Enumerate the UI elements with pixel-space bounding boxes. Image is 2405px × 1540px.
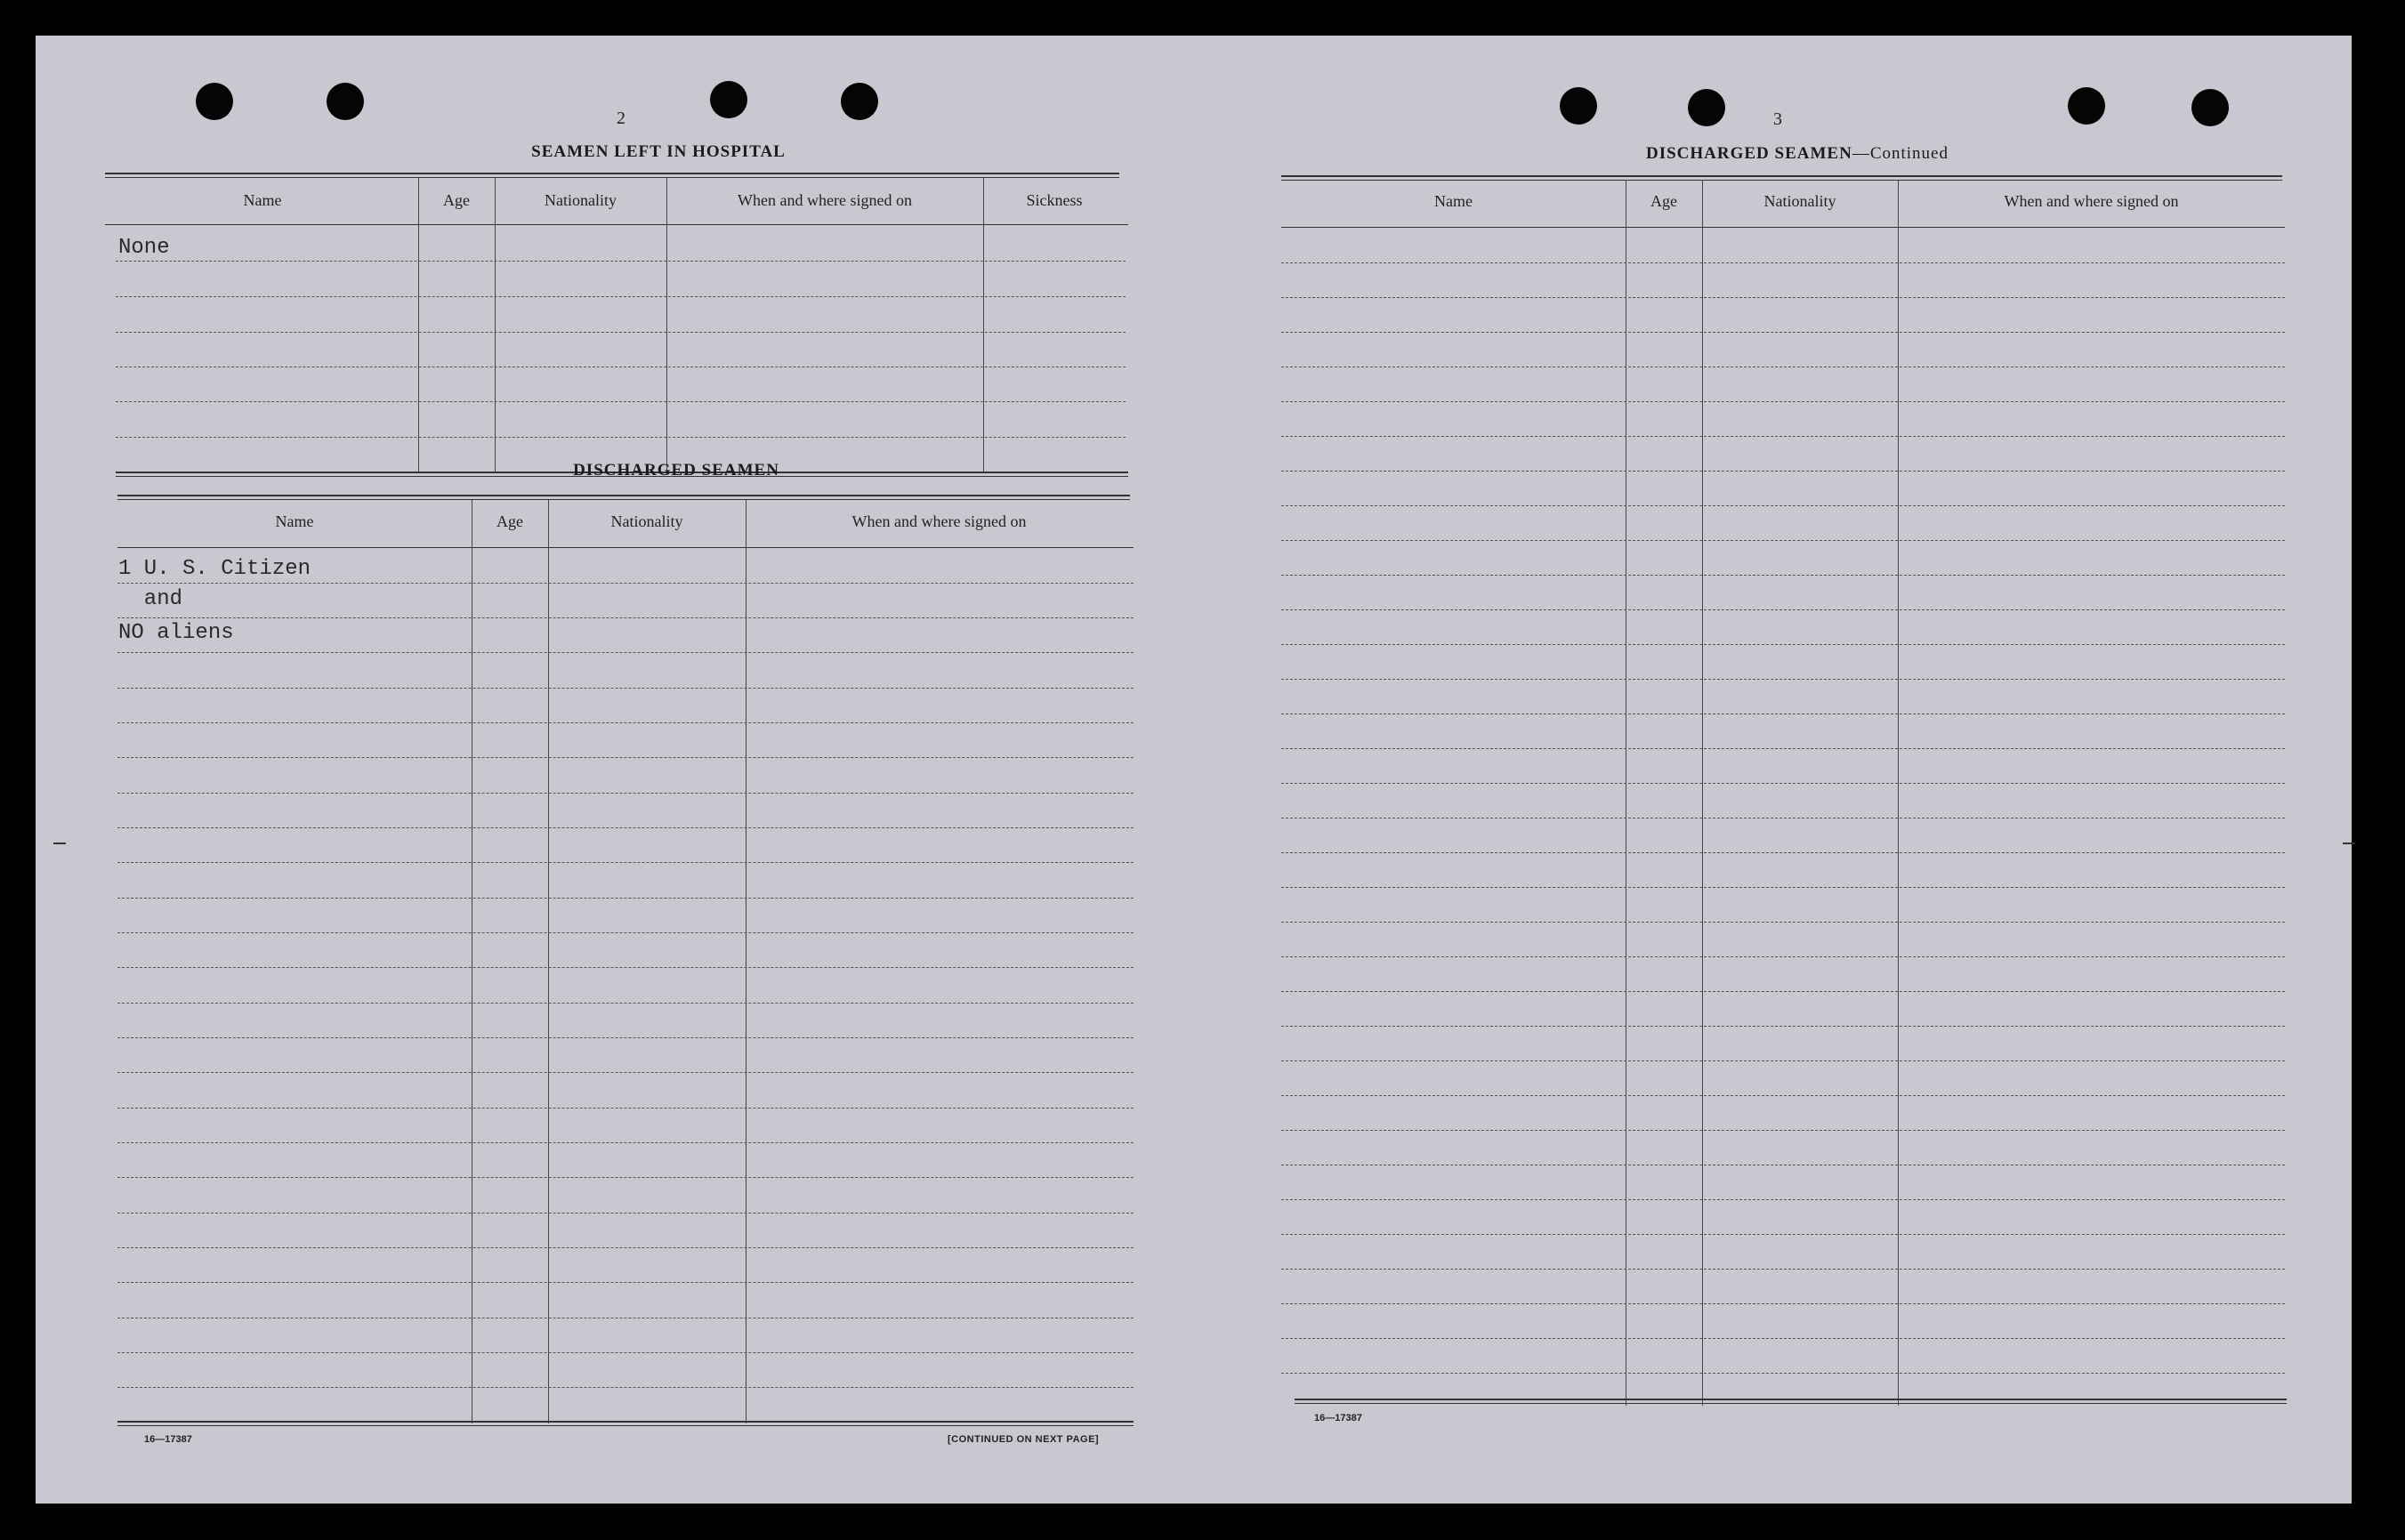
- entry-line: [1281, 783, 2285, 784]
- entry-line: [1281, 922, 2285, 923]
- page-number-right: 3: [1773, 109, 1783, 129]
- discharged-continued-title: [1495, 144, 2100, 164]
- punch-hole: [1688, 89, 1725, 126]
- entry-line: [116, 332, 1126, 333]
- entry-line: [117, 583, 1134, 584]
- entry-line: [117, 898, 1134, 899]
- continued-suffix: —Continued: [1852, 144, 1949, 163]
- punch-hole: [2191, 89, 2229, 126]
- hospital-section-title: SEAMEN LEFT IN HOSPITAL: [531, 142, 786, 161]
- entry-line: [117, 1247, 1134, 1248]
- column-header-name: Name: [1434, 192, 1473, 210]
- discharged-section-title: DISCHARGED SEAMEN: [573, 461, 779, 480]
- column-divider: [495, 178, 496, 472]
- entry-line: [117, 1177, 1134, 1178]
- discharged-entry: NO aliens: [118, 621, 234, 645]
- entry-line: [1281, 748, 2285, 749]
- entry-line: [1281, 436, 2285, 437]
- column-divider: [548, 500, 549, 1423]
- entry-line: [117, 757, 1134, 758]
- column-header-signed-on: When and where signed on: [851, 512, 1027, 530]
- entry-line: [1281, 401, 2285, 402]
- table-bottom-rule: [1295, 1399, 2287, 1400]
- entry-line: [1281, 956, 2285, 957]
- entry-line: [1281, 991, 2285, 992]
- table-bottom-rule: [117, 1421, 1134, 1423]
- entry-line: [1281, 887, 2285, 888]
- entry-line: [1281, 297, 2285, 298]
- entry-line: [1281, 575, 2285, 576]
- column-header-nationality: Nationality: [1763, 192, 1836, 210]
- entry-line: [117, 1282, 1134, 1283]
- entry-line: [117, 827, 1134, 828]
- column-header-name: Name: [275, 512, 314, 530]
- entry-line: [117, 1387, 1134, 1388]
- entry-line: [117, 617, 1134, 618]
- form-code: 16—17387: [1314, 1413, 1362, 1423]
- discharged-continued-title-main: DISCHARGED SEAMEN: [1645, 144, 1852, 163]
- column-header-signed-on: When and where signed on: [738, 191, 912, 209]
- entry-line: [117, 967, 1134, 968]
- fold-mark: [2343, 843, 2355, 844]
- entry-line: [1281, 644, 2285, 645]
- entry-line: [116, 296, 1126, 297]
- entry-line: [116, 401, 1126, 402]
- punch-hole: [1560, 87, 1597, 125]
- entry-line: [117, 1108, 1134, 1109]
- fold-mark: [53, 843, 66, 844]
- header-rule: [105, 224, 1128, 225]
- form-code: 16—17387: [144, 1434, 192, 1445]
- entry-line: [117, 1003, 1134, 1004]
- entry-line: [117, 793, 1134, 794]
- column-header-nationality: Nationality: [610, 512, 683, 530]
- column-header-name: Name: [243, 191, 282, 209]
- column-divider: [746, 500, 747, 1423]
- entry-line: [117, 932, 1134, 933]
- column-divider: [666, 178, 667, 472]
- column-header-age: Age: [443, 191, 470, 209]
- entry-line: [1281, 1026, 2285, 1027]
- column-divider: [983, 178, 984, 472]
- entry-line: [1281, 1338, 2285, 1339]
- discharged-entry: and: [118, 587, 183, 611]
- entry-line: [117, 688, 1134, 689]
- entry-line: [1281, 679, 2285, 680]
- table-top-rule: [117, 495, 1130, 496]
- column-divider: [1702, 180, 1703, 1406]
- entry-line: [1281, 1130, 2285, 1131]
- column-header-nationality: Nationality: [545, 191, 617, 209]
- entry-line: [116, 437, 1126, 438]
- punch-hole: [327, 83, 364, 120]
- entry-line: [1281, 852, 2285, 853]
- punch-hole: [196, 83, 233, 120]
- entry-line: [1281, 332, 2285, 333]
- entry-line: [117, 1142, 1134, 1143]
- entry-line: [1281, 1269, 2285, 1270]
- entry-line: [116, 261, 1126, 262]
- entry-line: [1281, 540, 2285, 541]
- continued-note: [CONTINUED ON NEXT PAGE]: [948, 1434, 1100, 1445]
- table-top-rule: [1281, 175, 2282, 177]
- entry-line: [1281, 262, 2285, 263]
- entry-line: [1281, 471, 2285, 472]
- entry-line: [1281, 609, 2285, 610]
- entry-line: [1281, 505, 2285, 506]
- table-top-rule: [105, 173, 1119, 174]
- punch-hole: [841, 83, 878, 120]
- column-header-sickness: Sickness: [1026, 191, 1083, 209]
- column-header-signed-on: When and where signed on: [2004, 192, 2179, 210]
- column-header-age: Age: [1650, 192, 1677, 210]
- punch-hole: [2068, 87, 2105, 125]
- entry-line: [117, 1072, 1134, 1073]
- column-divider: [418, 178, 419, 472]
- entry-line: [1281, 1060, 2285, 1061]
- column-divider: [1898, 180, 1899, 1406]
- entry-line: [117, 652, 1134, 653]
- punch-hole: [710, 81, 747, 118]
- header-rule: [1281, 227, 2285, 228]
- document-sheet: [36, 36, 2352, 1504]
- entry-line: [117, 722, 1134, 723]
- column-header-age: Age: [496, 512, 523, 530]
- discharged-entry: 1 U. S. Citizen: [118, 557, 311, 581]
- entry-line: [117, 1037, 1134, 1038]
- page-number-left: 2: [617, 109, 626, 128]
- entry-line: [1281, 1199, 2285, 1200]
- entry-line: [1281, 1303, 2285, 1304]
- hospital-entry: None: [118, 236, 170, 260]
- header-rule: [117, 547, 1134, 548]
- entry-line: [1281, 1095, 2285, 1096]
- entry-line: [117, 862, 1134, 863]
- entry-line: [117, 1352, 1134, 1353]
- entry-line: [1281, 1234, 2285, 1235]
- entry-line: [1281, 1373, 2285, 1374]
